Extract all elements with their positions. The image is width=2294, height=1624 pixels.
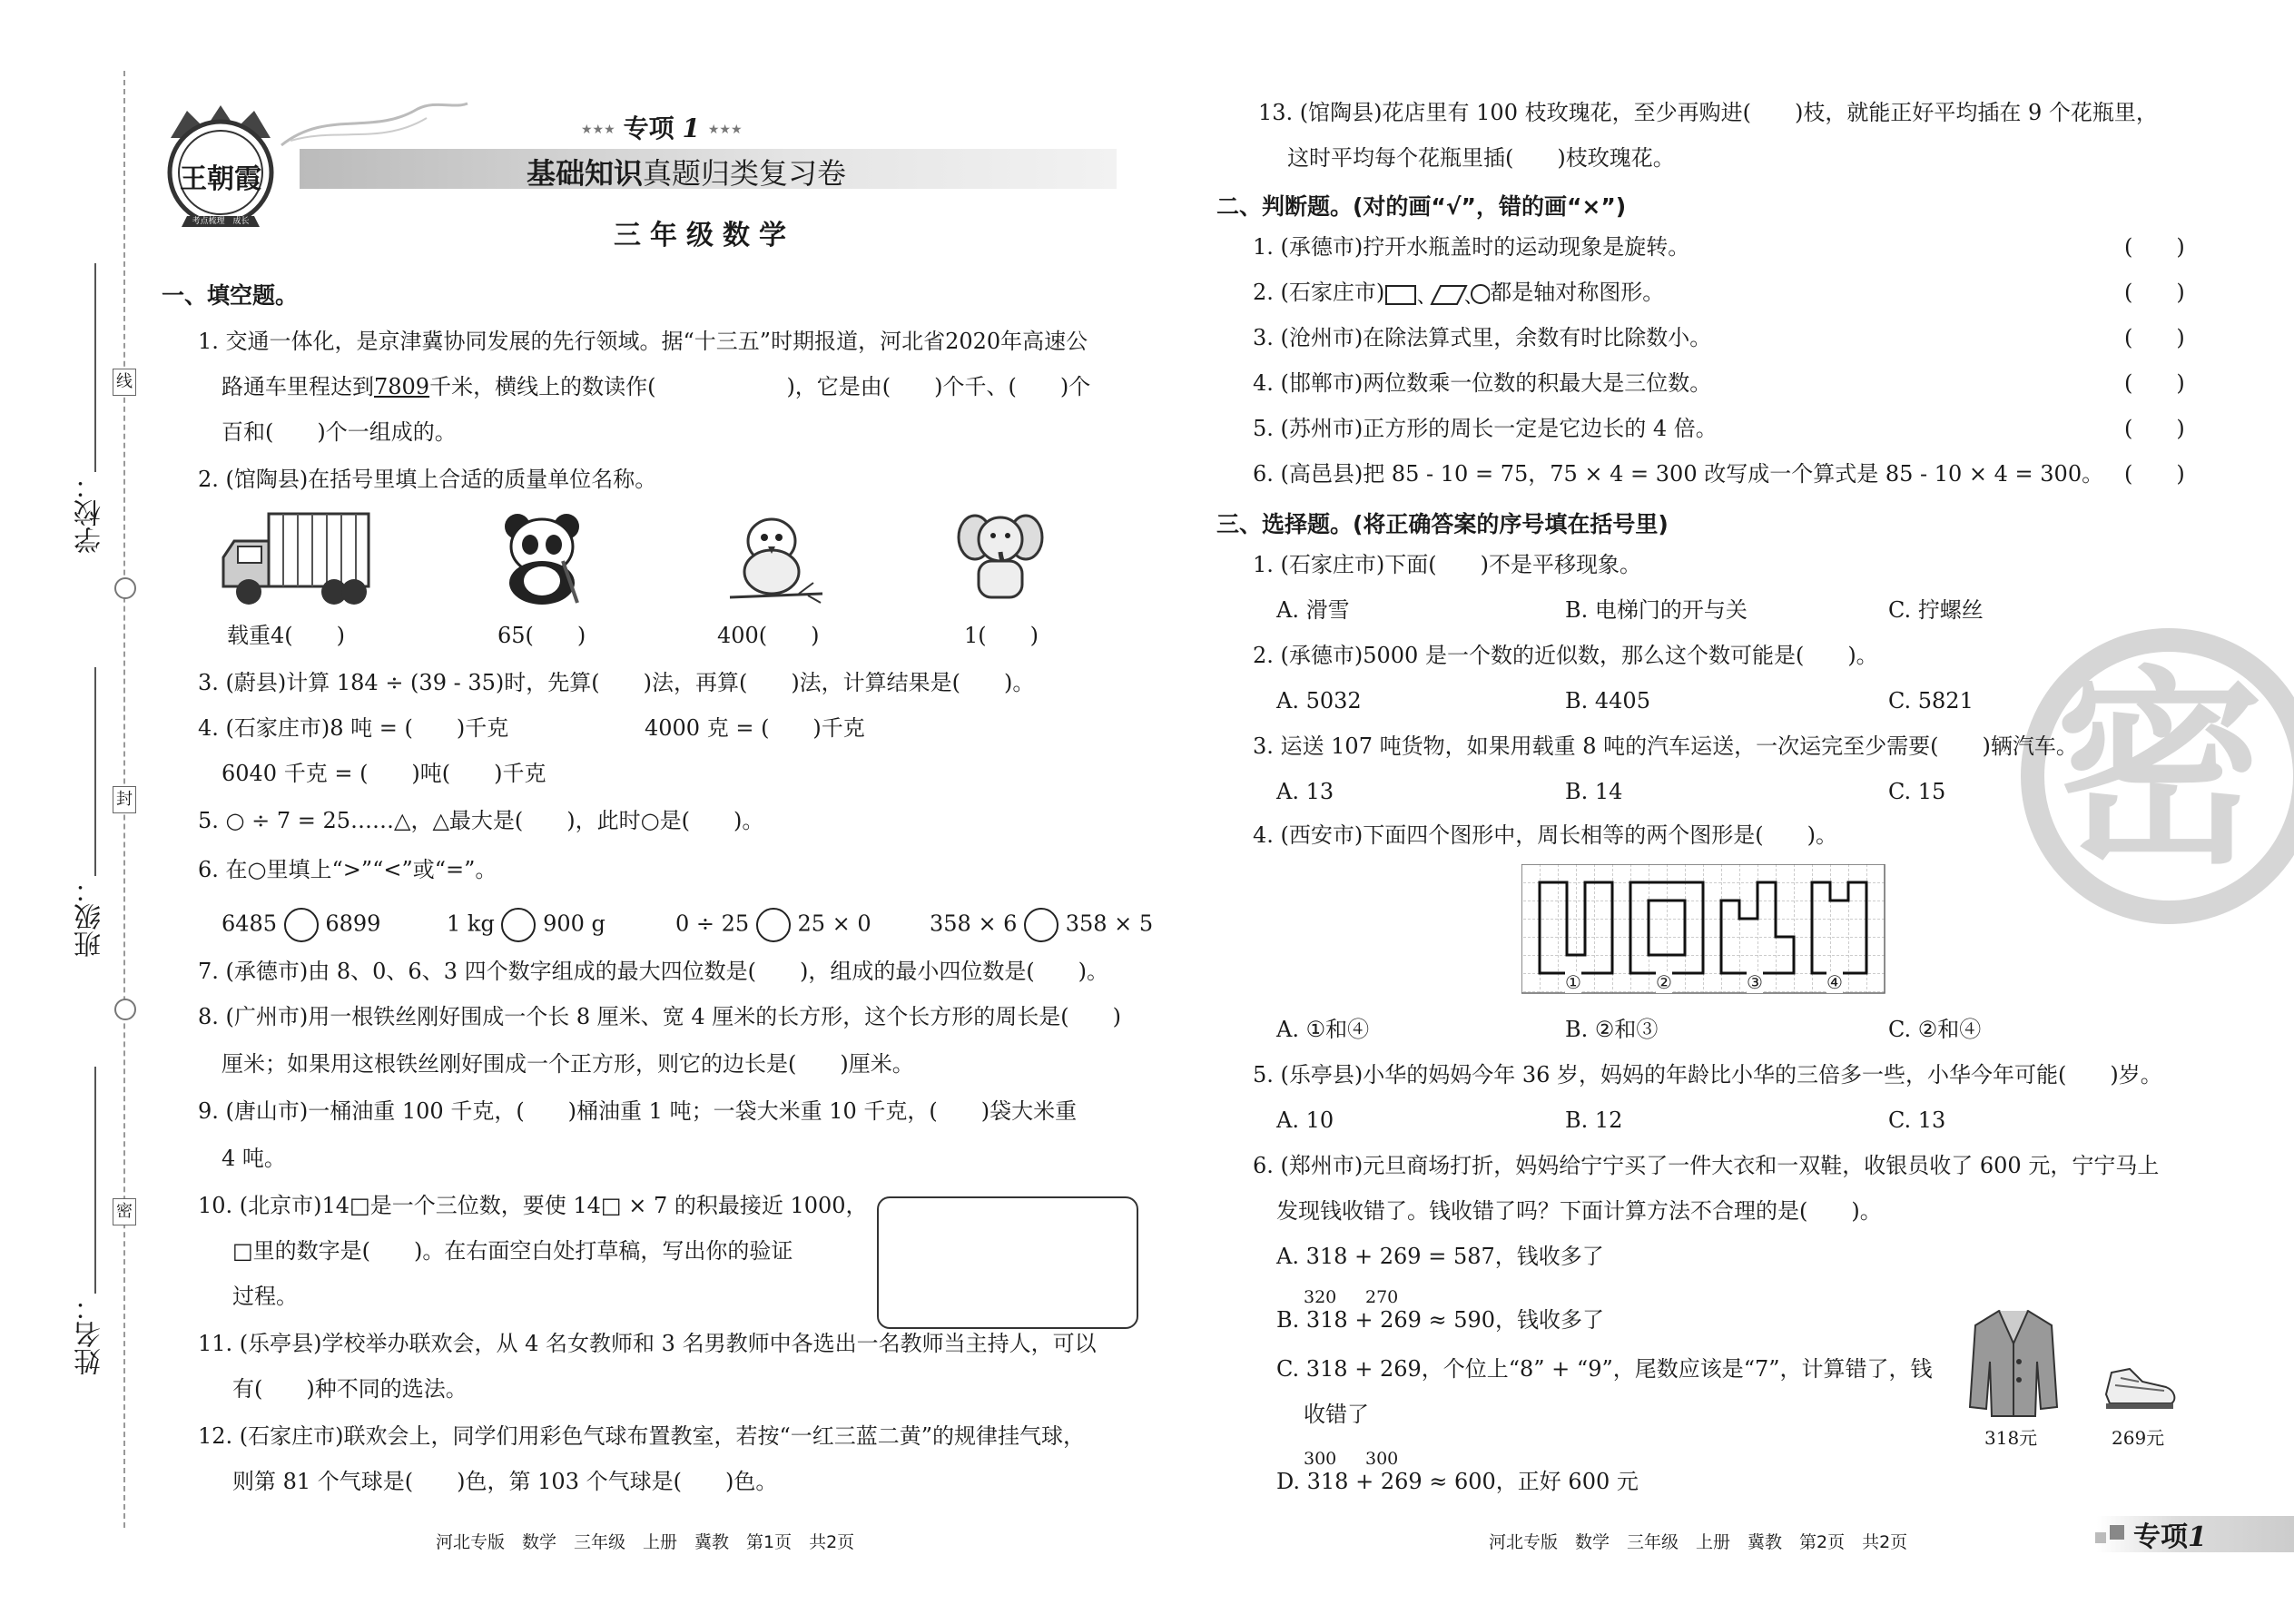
class-line	[94, 667, 96, 876]
choice-2-option-a: A. 5032	[1276, 688, 1362, 714]
question-11-line1: 11. (乐亭县)学校举办联欢会，从 4 名女教师和 3 名男教师中各选出一名教师当主持人，可以	[198, 1331, 1097, 1356]
question-2: 2. (馆陶县)在括号里填上合适的质量单位名称。	[198, 467, 657, 492]
q6-compare-2	[447, 908, 605, 942]
name-label: 姓名：	[74, 1294, 106, 1375]
class-label: 班级：	[74, 876, 106, 958]
grid-label-4: ④	[1826, 971, 1843, 993]
choice-6-option-c-line2: 收错了	[1304, 1402, 1369, 1427]
corner-squares-icon	[2110, 1525, 2124, 1540]
left-footer: 河北专版 数学 三年级 上册 冀教 第1页 共2页	[436, 1532, 855, 1552]
q6-compare-1	[222, 908, 380, 942]
question-1-line2	[222, 374, 1090, 399]
badge-row	[581, 109, 743, 145]
judge-2-a: 2. (石家庄市)	[1253, 280, 1385, 305]
question-4c: 6040 千克 = ( )吨( )千克	[222, 761, 546, 786]
question-8-line1: 8. (广州市)用一根铁丝刚好围成一个长 8 厘米、宽 4 厘米的长方形，这个长方形的周长是( )	[198, 1004, 1122, 1029]
judge-4: 4. (邯郸市)两位数乘一位数的积最大是三位数。	[1253, 370, 1712, 396]
q6-compare-3	[675, 908, 871, 942]
choice-6-line1: 6. (郑州市)元旦商场打折，妈妈给宁宁买了一件大衣和一双鞋，收银员收了 600 元，宁宁马上	[1253, 1153, 2160, 1178]
question-8-line2: 厘米；如果用这根铁丝刚好围成一个正方形，则它的边长是( )厘米。	[222, 1051, 914, 1077]
compare-circle-3[interactable]	[756, 908, 791, 942]
corner-label	[2133, 1514, 2207, 1554]
q6-left-2: 1 kg	[447, 910, 495, 937]
question-7: 7. (承德市)由 8、0、6、3 四个数字组成的最大四位数是( )，组成的最小四位数是( )。	[198, 959, 1109, 984]
choice-1: 1. (石家庄市)下面( )不是平移现象。	[1253, 552, 1641, 577]
binding-hole-icon	[114, 999, 136, 1020]
logo-sub: 考点梳理 成长	[192, 217, 250, 226]
judge-answer-4[interactable]: ( )	[2124, 370, 2185, 396]
subject-title: 三年级数学	[614, 220, 795, 251]
choice-4: 4. (西安市)下面四个图形中，周长相等的两个图形是( )。	[1253, 822, 1837, 848]
q6-right-2: 900 g	[543, 910, 605, 937]
choice-4-option-c: C. ②和④	[1888, 1017, 1982, 1042]
corner-label-text: 专项	[2133, 1521, 2188, 1553]
judge-answer-1[interactable]: ( )	[2124, 234, 2185, 260]
q6-left-4: 358 × 6	[930, 910, 1018, 937]
option-b-estimate-2: 270	[1365, 1287, 1399, 1307]
binding-hole-icon	[114, 577, 136, 599]
q6-left-3: 0 ÷ 25	[675, 910, 750, 937]
choice-6-option-a: A. 318 + 269 = 587，钱收多了	[1276, 1244, 1604, 1269]
section-choice: 三、选择题。(将正确答案的序号填在括号里)	[1216, 511, 1669, 537]
badge-label: 专项	[623, 113, 674, 143]
q2-item-elephant: 1( )	[964, 623, 1039, 648]
judge-6: 6. (高邑县)把 85 - 10 = 75，75 × 4 = 300 改写成一个算式是 85 - 10 × 4 = 300。	[1253, 461, 2104, 487]
choice-2-option-b: B. 4405	[1565, 688, 1650, 714]
grid-label-1: ①	[1565, 971, 1581, 993]
option-d-estimate-2: 300	[1365, 1449, 1399, 1469]
question-1-line1: 1. 交通一体化，是京津冀协同发展的先行领域。据“十三五”时期报道，河北省2020年高速公	[198, 329, 1088, 354]
q1-text-b: 千米，横线上的数读作( )，它是由( )个千、( )个	[429, 374, 1091, 399]
option-b-estimate-1: 320	[1304, 1287, 1337, 1307]
question-10-line3: 过程。	[232, 1284, 298, 1309]
q1-underlined-number: 7809	[374, 374, 430, 399]
q6-right-1: 6899	[325, 910, 381, 937]
choice-6-option-b: B. 318 + 269 ≈ 590，钱收多了	[1276, 1307, 1605, 1333]
q2-item-truck: 载重4( )	[227, 623, 345, 648]
judge-answer-5[interactable]: ( )	[2124, 416, 2185, 441]
question-10-line2: □里的数字是( )。在右面空白处打草稿，写出你的验证	[232, 1238, 793, 1264]
school-label: 学校：	[74, 472, 106, 554]
judge-2	[1253, 280, 1664, 308]
choice-2-option-c: C. 5821	[1888, 688, 1974, 714]
watermark-text: 密	[2055, 650, 2265, 892]
mark-feng: 封	[113, 786, 136, 813]
judge-5: 5. (苏州市)正方形的周长一定是它边长的 4 倍。	[1253, 416, 1718, 441]
question-12-line1: 12. (石家庄市)联欢会上，同学们用彩色气球布置教室，若按“一红三蓝二黄”的规律挂气球，	[198, 1423, 1086, 1449]
choice-5-option-c: C. 13	[1888, 1107, 1946, 1133]
question-9-line1: 9. (唐山市)一桶油重 100 千克，( )桶油重 1 吨；一袋大米重 10 千克，( )袋大米重	[198, 1098, 1078, 1124]
shoes-icon	[2102, 1354, 2179, 1414]
title-bold: 基础知识	[527, 156, 644, 191]
logo-seal	[151, 102, 290, 229]
q2-item-panda: 65( )	[497, 623, 586, 648]
panda-icon	[497, 507, 588, 606]
choice-2: 2. (承德市)5000 是一个数的近似数，那么这个数可能是( )。	[1253, 643, 1878, 668]
question-5: 5. ○ ÷ 7 = 25……△，△最大是( )，此时○是( )。	[198, 808, 764, 833]
question-9-line2: 4 吨。	[222, 1146, 286, 1171]
section-fill-blank: 一、填空题。	[162, 282, 299, 309]
mark-xian: 线	[113, 369, 136, 396]
q6-right-3: 25 × 0	[797, 910, 871, 937]
choice-5: 5. (乐亭县)小华的妈妈今年 36 岁，妈妈的年龄比小华的三倍多一些，小华今年可能( )岁。	[1253, 1062, 2162, 1088]
stars-right: ★★★	[707, 123, 743, 137]
question-1-line3: 百和( )个一组成的。	[222, 419, 457, 445]
choice-6-option-c-line1: C. 318 + 269，个位上“8” + “9”，尾数应该是“7”，计算错了，钱	[1276, 1356, 1933, 1382]
choice-6-option-d: D. 318 + 269 ≈ 600，正好 600 元	[1276, 1469, 1639, 1494]
option-d-estimate-1: 300	[1304, 1449, 1337, 1469]
choice-5-option-b: B. 12	[1565, 1107, 1623, 1133]
corner-label-num: 1	[2188, 1521, 2207, 1553]
svg-text:、: 、	[1417, 284, 1436, 307]
shoes-price: 269元	[2112, 1427, 2165, 1449]
judge-1: 1. (承德市)拧开水瓶盖时的运动现象是旋转。	[1253, 234, 1690, 260]
title-rest: 真题归类复习卷	[643, 156, 847, 191]
draft-box[interactable]	[877, 1196, 1138, 1329]
right-footer: 河北专版 数学 三年级 上册 冀教 第2页 共2页	[1489, 1532, 1908, 1552]
choice-3-option-a: A. 13	[1276, 779, 1334, 804]
stars-left: ★★★	[581, 123, 615, 137]
question-10-line1: 10. (北京市)14□是一个三位数，要使 14□ × 7 的积最接近 1000，	[198, 1193, 868, 1218]
judge-answer-6[interactable]: ( )	[2124, 461, 2185, 487]
paper-title	[527, 151, 846, 192]
ribbon-decoration-icon	[272, 91, 472, 154]
compare-circle-4[interactable]	[1024, 908, 1058, 942]
mark-mi: 密	[113, 1198, 136, 1225]
judge-2-b: 都是轴对称图形。	[1490, 280, 1665, 305]
choice-1-option-c: C. 拧螺丝	[1888, 597, 1984, 623]
question-3: 3. (蔚县)计算 184 ÷ (39 - 35)时，先算( )法，再算( )法，计算结果是( )。	[198, 670, 1035, 695]
choice-3-option-b: B. 14	[1565, 779, 1623, 804]
choice-4-option-a: A. ①和④	[1276, 1017, 1370, 1042]
choice-6-line2: 发现钱收错了。钱收错了吗？下面计算方法不合理的是( )。	[1276, 1198, 1882, 1224]
shapes-icon	[1384, 281, 1490, 308]
name-line	[94, 1067, 96, 1294]
choice-1-option-b: B. 电梯门的开与关	[1565, 597, 1748, 623]
question-6: 6. 在○里填上“>”“<”或“=”。	[198, 857, 497, 882]
judge-3: 3. (沧州市)在除法算式里，余数有时比除数小。	[1253, 325, 1712, 350]
q6-left-1: 6485	[222, 910, 278, 937]
badge-number: 1	[682, 113, 700, 143]
judge-answer-3[interactable]: ( )	[2124, 325, 2185, 350]
grid-label-2: ②	[1656, 971, 1672, 993]
corner-squares-icon	[2095, 1532, 2106, 1543]
bird-icon	[726, 508, 826, 608]
q6-right-4: 358 × 5	[1065, 910, 1154, 937]
section-judge: 二、判断题。(对的画“√”，错的画“×”)	[1216, 193, 1627, 220]
q6-compare-4	[930, 908, 1153, 942]
elephant-icon	[955, 507, 1046, 606]
shapes-grid	[1521, 864, 1886, 995]
choice-3-option-c: C. 15	[1888, 779, 1946, 804]
question-11-line2: 有( )种不同的选法。	[232, 1376, 468, 1402]
choice-3: 3. 运送 107 吨货物，如果用载重 8 吨的汽车运送，一次运完至少需要( )辆汽车。	[1253, 733, 2078, 759]
logo-text: 王朝霞	[180, 163, 261, 195]
question-13-line2: 这时平均每个花瓶里插( )枝玫瑰花。	[1287, 145, 1675, 171]
school-line	[94, 263, 96, 472]
choice-5-option-a: A. 10	[1276, 1107, 1334, 1133]
question-13-line1: 13. (馆陶县)花店里有 100 枝玫瑰花，至少再购进( )枝，就能正好平均插在 9 个花瓶里，	[1258, 100, 2158, 125]
svg-text:、: 、	[1464, 284, 1483, 307]
q1-text-a: 路通车里程达到	[222, 374, 374, 399]
choice-1-option-a: A. 滑雪	[1276, 597, 1350, 623]
question-4a: 4. (石家庄市)8 吨 = ( )千克	[198, 715, 509, 741]
compare-circle-1[interactable]	[284, 908, 319, 942]
grid-label-3: ③	[1747, 971, 1763, 993]
question-12-line2: 则第 81 个气球是( )色，第 103 个气球是( )色。	[232, 1469, 778, 1494]
choice-4-option-b: B. ②和③	[1565, 1017, 1659, 1042]
q2-item-bird: 400( )	[717, 623, 820, 648]
compare-circle-2[interactable]	[501, 908, 536, 942]
coat-price: 318元	[1984, 1427, 2038, 1449]
coat-icon	[1968, 1307, 2059, 1420]
judge-answer-2[interactable]: ( )	[2124, 280, 2185, 305]
question-4b: 4000 克 = ( )千克	[645, 715, 865, 741]
truck-icon	[218, 508, 372, 608]
